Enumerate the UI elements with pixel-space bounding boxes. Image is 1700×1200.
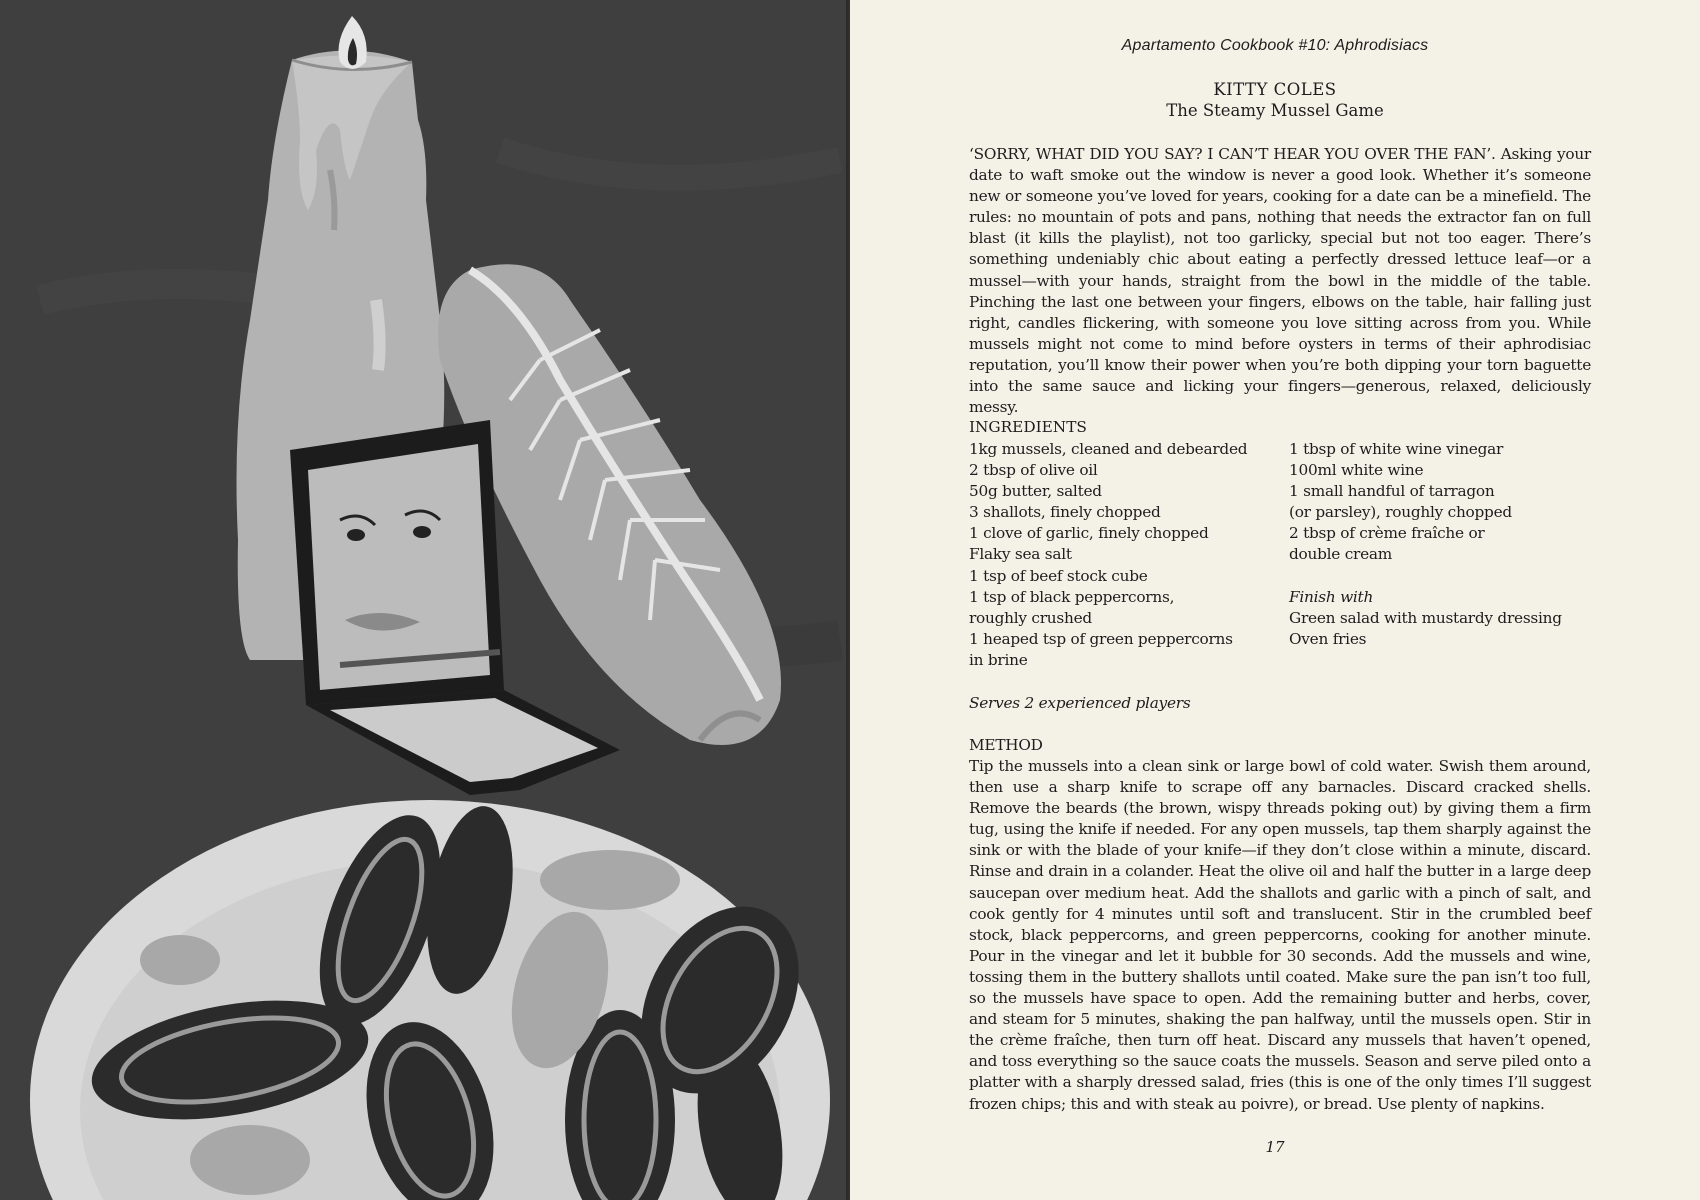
- article-title: The Steamy Mussel Game: [1166, 101, 1384, 120]
- finish-item: Oven fries: [1289, 630, 1367, 649]
- ingredient-item: 1 small handful of tarragon: [1289, 482, 1495, 501]
- ingredient-item: 3 shallots, finely chopped: [969, 503, 1161, 522]
- ingredient-item: roughly crushed: [969, 608, 1092, 627]
- ingredients-list-right: [1289, 439, 1609, 566]
- finish-with-heading: Finish with: [1289, 588, 1374, 606]
- ingredient-item: 100ml white wine: [1289, 461, 1424, 480]
- intro-paragraph: ‘SORRY, WHAT DID YOU SAY? I CAN’T HEAR YOU OVER THE FAN’. Asking your date to waft smoke out the window is never a good look. Whether it’s someone new or someone you’ve loved for years, cooking for a date can be a minefield. The rules: no mountain of pots and pans, nothing that needs the extractor fan on full blast (it kills the playlist), not too garlicky, special but not too eager. There’s something undeniably chic about eating a perfectly dressed lettuce leaf—or a mussel—with your hands, straight from the bowl in the middle of the table. Pinching the last one between your fingers, elbows on the table, hair falling just right, candles flickering, with someone you love sitting across from you. While mussels might not come to mind before oysters in terms of their aphrodisiac reputation, you’ll know their power when you’re both dipping your torn baguette into the same sauce and licking your fingers—generous, relaxed, deliciously messy.: [969, 145, 1591, 417]
- page-number: 17: [1265, 1138, 1285, 1156]
- ingredient-item: 1 tbsp of white wine vinegar: [1289, 440, 1504, 458]
- ingredient-item: 2 tbsp of olive oil: [969, 461, 1098, 480]
- ingredient-item: (or parsley), roughly chopped: [1289, 503, 1512, 522]
- author-name: KITTY COLES: [1213, 80, 1337, 99]
- serves-note: Serves 2 experienced players: [969, 694, 1191, 712]
- ingredient-item: 2 tbsp of crème fraîche or: [1289, 524, 1485, 543]
- ingredient-item: 1 tsp of beef stock cube: [969, 566, 1148, 585]
- ingredient-item: double cream: [1289, 545, 1393, 564]
- text-page: [850, 0, 1700, 1200]
- ingredients-list-left: [969, 439, 1269, 671]
- finish-item: Green salad with mustardy dressing: [1289, 609, 1562, 627]
- ingredient-item: Flaky sea salt: [969, 545, 1072, 564]
- ingredient-item: 1kg mussels, cleaned and debearded: [969, 440, 1248, 458]
- ingredient-item: 1 tsp of black peppercorns,: [969, 587, 1175, 606]
- ingredient-item: in brine: [969, 650, 1028, 669]
- method-paragraph: Tip the mussels into a clean sink or large bowl of cold water. Swish them around, then use a sharp knife to scrape off any barnacles. Discard cracked shells. Remove the beards (the brown, wispy threads poking out) by giving them a firm tug, using the knife if needed. For any open mussels, tap them sharply against the sink or with the blade of your knife—if they don’t close within a minute, discard. Rinse and drain in a colander. Heat the olive oil and half the butter in a large deep saucepan over medium heat. Add the shallots and garlic with a pinch of salt, and cook gently for 4 minutes until soft and translucent. Stir in the crumbled beef stock, black peppercorns, and green peppercorns, cooking for another minute. Pour in the vinegar and let it bubble for 30 seconds. Add the mussels and wine, tossing them in the buttery shallots until coated. Make sure the pan isn’t too full, so the mussels have space to open. Add the remaining butter and herbs, cover, and steam for 5 minutes, shaking the pan halfway, until the mussels open. Stir in the crème fraîche, then turn off heat. Discard any mussels that haven’t opened, and toss everything so the sauce coats the mussels. Season and serve piled onto a platter with a sharply dressed salad, fries (this is one of the only times I’ll suggest frozen chips; this and with steak au poivre), or bread. Use plenty of napkins.: [969, 757, 1591, 1113]
- ingredient-item: 50g butter, salted: [969, 482, 1102, 501]
- ingredient-item: 1 clove of garlic, finely chopped: [969, 524, 1209, 543]
- finish-with-list: [1289, 608, 1562, 650]
- method-heading: METHOD: [969, 736, 1043, 754]
- running-head: Apartamento Cookbook #10: Aphrodisiacs: [1121, 37, 1429, 54]
- ingredients-heading: INGREDIENTS: [969, 418, 1087, 436]
- ingredient-item: 1 heaped tsp of green peppercorns: [969, 629, 1233, 648]
